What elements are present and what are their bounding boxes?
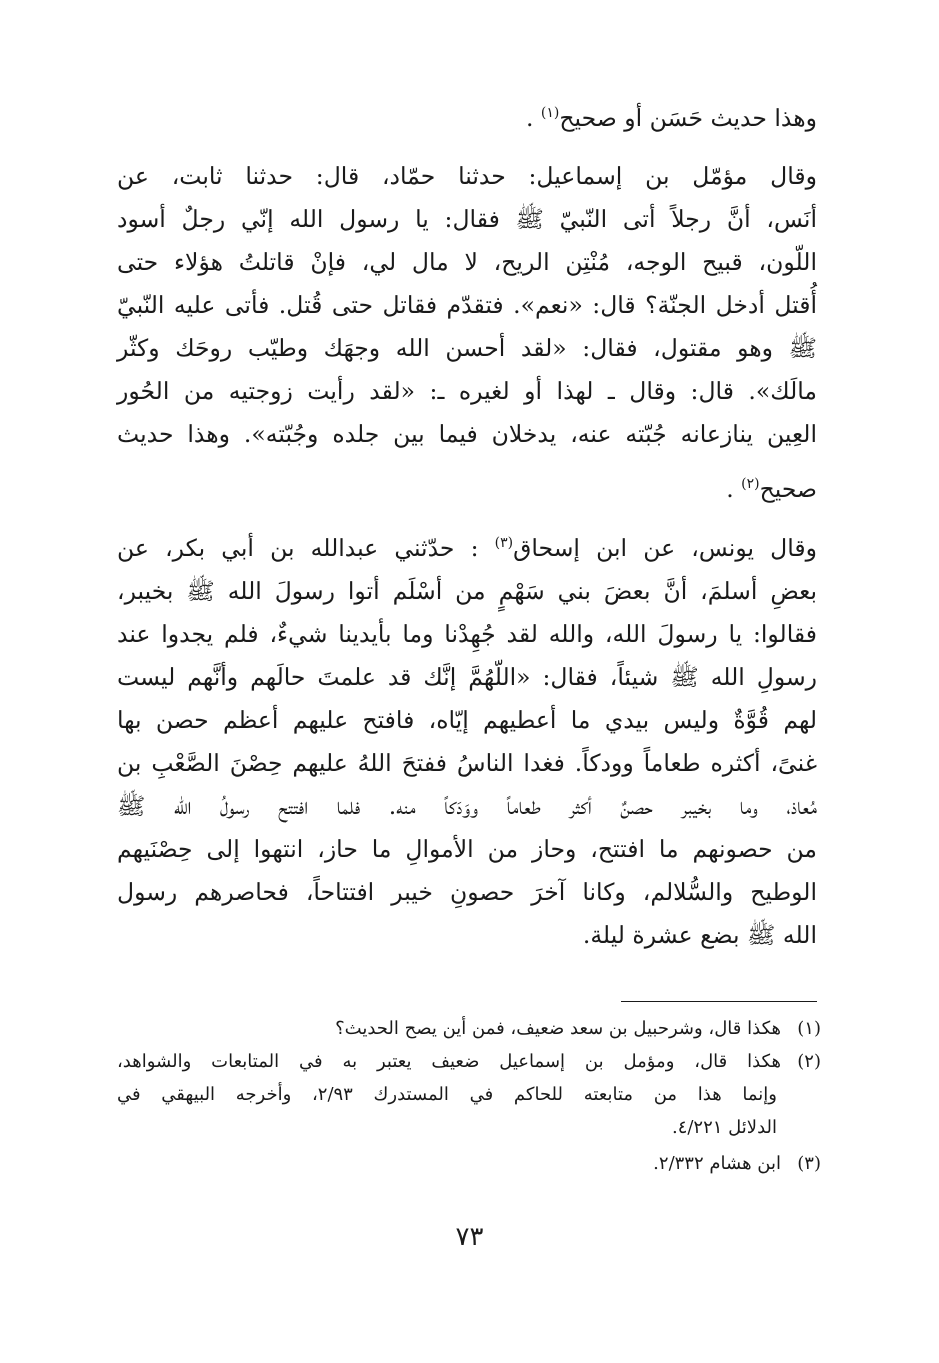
paragraph-2-line-6: مالَك». قال: وقال ـ لهذا أو لغيره ـ: «لقد رأيت زوجتيه من الحُور bbox=[117, 377, 817, 405]
footnote-ref-2[interactable]: (٢) bbox=[741, 476, 760, 493]
paragraph-3-line-6: غنىً، أكثره طعاماً وودكاً. فغدا الناسُ ففتحَ اللهُ عليهم حِصْنَ الصَّعْبِ بن bbox=[117, 749, 817, 777]
footnote-3-text: ابن هشام ٢/٣٣٢. bbox=[653, 1153, 781, 1174]
paragraph-2-line-2: أنَس، أنَّ رجلاً أتى النّبيّ ﷺ فقال: يا رسول الله إنّي رجلٌ أسود bbox=[117, 205, 817, 233]
paragraph-3-line-1 bbox=[117, 528, 817, 568]
footnote-3 bbox=[117, 1148, 821, 1180]
paragraph-3-line-9: الوطيح والسُّلالم، وكانا آخرَ حصونِ خيبر افتتاحاً، فحاصرهم رسول bbox=[117, 878, 817, 906]
footnote-2-line-3: الدلائل ٤/٢٢١. bbox=[671, 1117, 777, 1138]
footnote-ref-3[interactable]: (٣) bbox=[494, 535, 514, 552]
paragraph-3-first-b: : حدّثني عبدالله بن أبي بكر، عن bbox=[117, 534, 495, 562]
paragraph-3-line-5: لهم قُوَّةٌ وليس بيدي ما أعطيهم إيّاه، فافتح عليهم أعظم حصن بها bbox=[117, 706, 817, 734]
paragraph-3-line-3: فقالوا: يا رسولَ الله، والله لقد جُهِدْنا وما بأيدينا شيءٌ، فلم يجدوا عند bbox=[117, 620, 817, 648]
paragraph-1-text: وهذا حديث حَسَن أو صحيح bbox=[559, 104, 817, 132]
paragraph-2-line-3: اللّون، قبيح الوجه، مُنْتِن الريح، لا مال لي، فإنْ قاتلتُ هؤلاء حتى bbox=[117, 248, 817, 276]
footnote-2-line-2: وإنما هذا من متابعته للحاكم في المستدرك ٢/٩٣، وأخرجه البيهقي في bbox=[117, 1084, 777, 1105]
footnote-2-line-1: هكذا قال، ومؤمل بن إسماعيل ضعيف يعتبر به في المتابعات والشواهد، bbox=[117, 1051, 781, 1072]
paragraph-1-line-1 bbox=[117, 98, 817, 138]
paragraph-2-line-4: أُقتل أدخل الجنّة؟ قال: «نعم». فتقدّم فقاتل حتى قُتل. فأتى عليه النّبيّ bbox=[117, 291, 817, 319]
paragraph-2-last-text: صحيح bbox=[759, 475, 817, 503]
paragraph-2-line-5: ﷺ وهو مقتول، فقال: «لقد أحسن الله وجهَك وطيّب روحَك وكثّر bbox=[117, 334, 817, 362]
footnote-1 bbox=[117, 1013, 821, 1045]
paragraph-3-line-4: رسولِ الله ﷺ شيئاً، فقال: «اللّهُمَّ إنَّك قد علمتَ حالَهم وأنَّهم ليست bbox=[117, 663, 817, 691]
paragraph-3-line-7: مُعاذ، وما بخيبر حصنٌ أكثر طعاماً ووَدَكاً منه. فلما افتتح رسولُ الله ﷺ bbox=[117, 792, 817, 820]
paragraph-1-end: . bbox=[525, 104, 541, 132]
paragraph-3-line-8: من حصونهم ما افتتح، وحاز من الأموالِ ما حاز، انتهوا إلى حِصْنَيهم bbox=[117, 835, 817, 863]
footnote-2-number: (٢) bbox=[797, 1051, 821, 1072]
paragraph-3-first-a: وقال يونس، عن ابن إسحاق bbox=[513, 534, 817, 562]
footnote-3-number: (٣) bbox=[797, 1153, 821, 1174]
footnote-1-text: هكذا قال، وشرحبيل بن سعد ضعيف، فمن أين يصح الحديث؟ bbox=[335, 1018, 781, 1039]
paragraph-2-end: . bbox=[726, 475, 742, 503]
paragraph-3-line-2: بعضِ أسلمَ، أنَّ بعضَ بني سَهْمٍ من أسْلَم أتوا رسولَ الله ﷺ بخيبر، bbox=[117, 577, 817, 605]
paragraph-3-line-10: الله ﷺ بضع عشرة ليلة. bbox=[582, 921, 817, 949]
paragraph-2-line-7: العِين ينازعانه جُبّته عنه، يدخلان فيما بين جلده وجُبّته». وهذا حديث bbox=[117, 420, 817, 448]
paragraph-2-line-8 bbox=[117, 469, 817, 509]
footnote-1-number: (١) bbox=[797, 1018, 821, 1039]
paragraph-2-line-1: وقال مؤمّل بن إسماعيل: حدثنا حمّاد، قال: حدثنا ثابت، عن bbox=[117, 162, 817, 190]
footnote-ref-1[interactable]: (١) bbox=[540, 105, 560, 122]
page-number: ٧٣ bbox=[455, 1222, 484, 1252]
footnote-2 bbox=[117, 1046, 821, 1078]
footnote-separator bbox=[621, 1001, 817, 1002]
